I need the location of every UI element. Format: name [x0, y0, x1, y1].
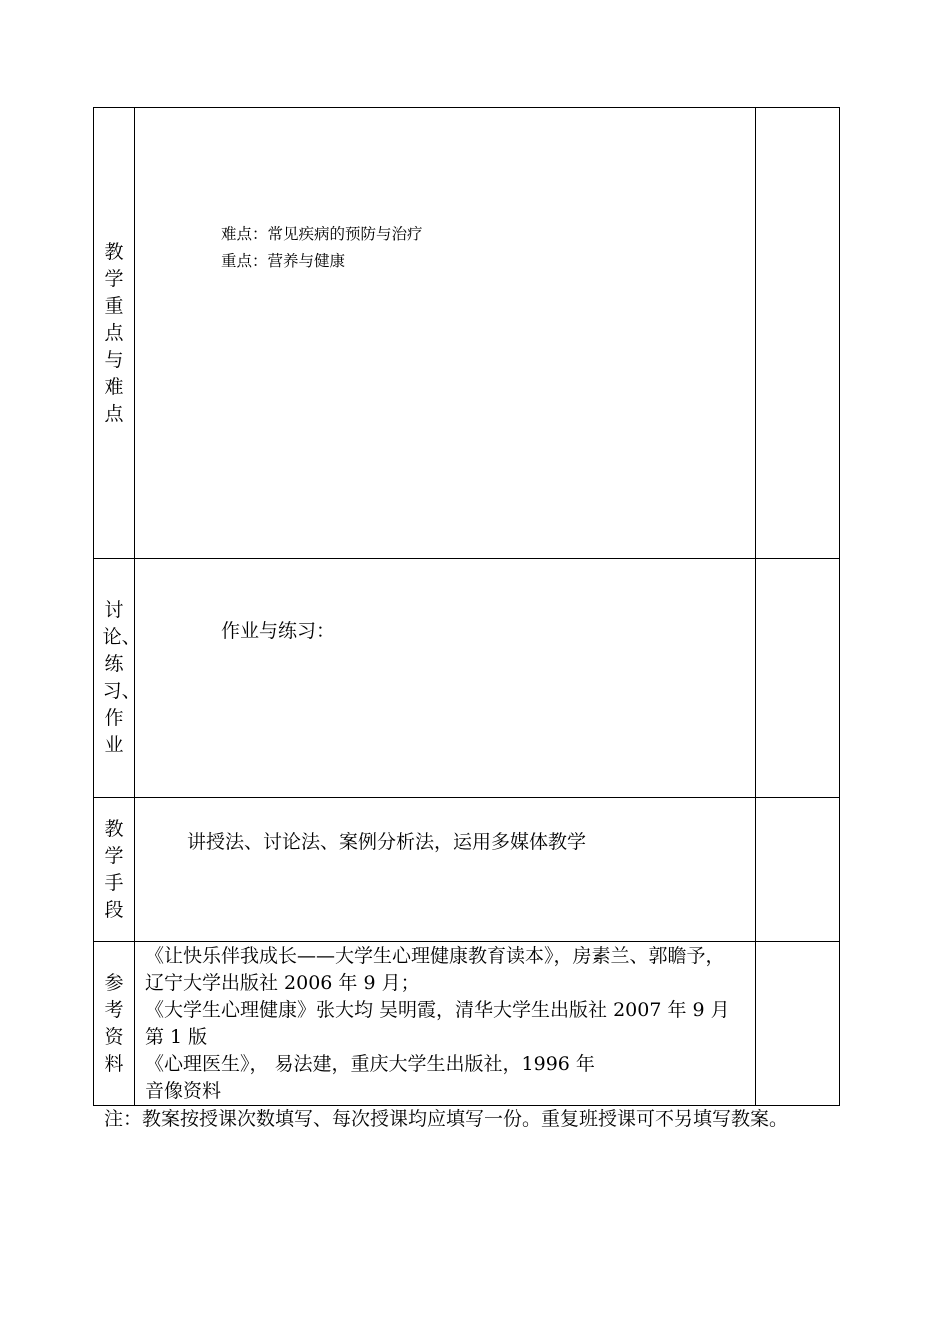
side-cell: [756, 559, 840, 798]
difficulty-text: 难点：常见疾病的预防与治疗: [221, 225, 423, 243]
side-cell: [756, 942, 840, 1106]
content-cell: [135, 108, 756, 559]
methods-text: 讲授法、讨论法、案例分析法，运用多媒体教学: [187, 831, 587, 853]
row-teaching-methods: [94, 798, 840, 942]
lesson-plan-table: [93, 107, 840, 1106]
content-cell: [135, 942, 756, 1106]
key-point-text: 重点：营养与健康: [221, 252, 346, 270]
content-cell: [135, 559, 756, 798]
reference-line: 第 1 版: [145, 1026, 208, 1048]
content-cell: [135, 798, 756, 942]
side-cell: [756, 108, 840, 559]
row-label-cell: [94, 108, 135, 559]
row-label-references: 参考资料: [104, 971, 124, 1075]
row-label-cell: [94, 942, 135, 1106]
row-key-points: [94, 108, 840, 559]
homework-text: 作业与练习：: [221, 620, 336, 642]
row-references: [94, 942, 840, 1106]
footnote: 注：教案按授课次数填写、每次授课均应填写一份。重复班授课可不另填写教案。: [104, 1108, 789, 1130]
row-label-cell: [94, 559, 141, 798]
reference-line: 《大学生心理健康》张大均 吴明霞，清华大学生出版社 2007 年 9 月: [145, 999, 730, 1021]
reference-line: 辽宁大学出版社 2006 年 9 月；: [145, 972, 420, 994]
reference-line: 音像资料: [145, 1080, 222, 1102]
row-discussion: [94, 559, 840, 798]
reference-line: 《让快乐伴我成长——大学生心理健康教育读本》，房素兰、郭瞻予，: [145, 945, 725, 967]
reference-line: 《心理医生》， 易法建，重庆大学生出版社，1996 年: [145, 1053, 595, 1075]
row-label-discussion: 讨论、练习、作业: [102, 599, 141, 756]
row-label-key-points: 教学重点与难点: [104, 240, 124, 425]
row-label-teaching-methods: 教学手段: [104, 817, 124, 921]
side-cell: [756, 798, 840, 942]
row-label-cell: [94, 798, 135, 942]
